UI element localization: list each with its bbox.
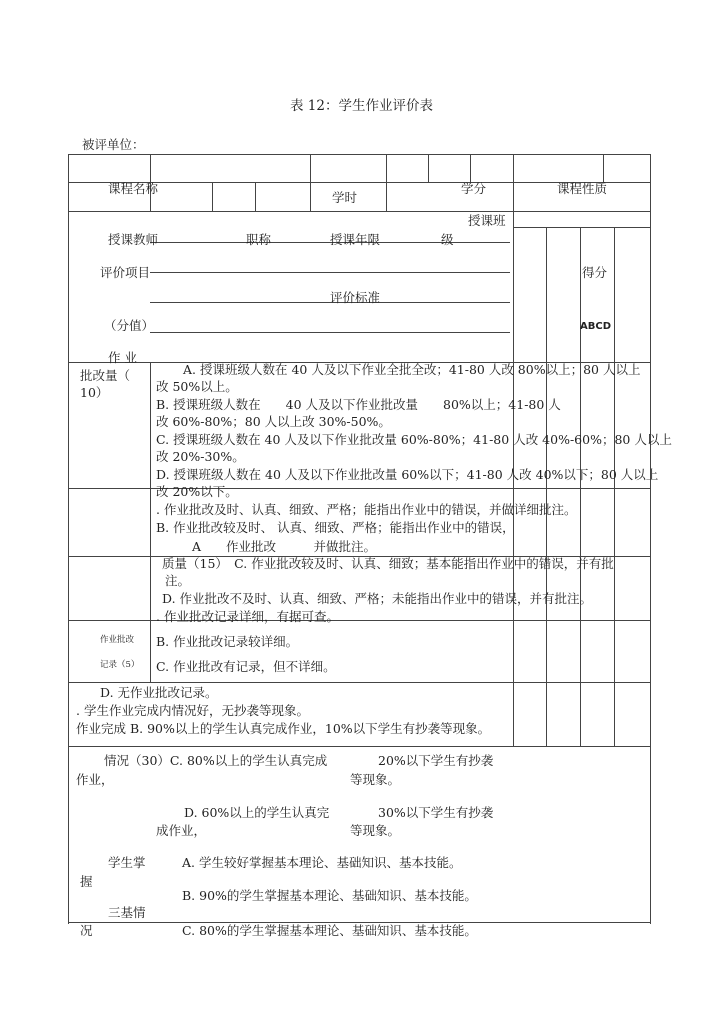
section3-label-b: 记录（5） [100,660,140,670]
section4-line-b: 作业完成 B. 90%以上的学生认真完成作业，10%以下学生有抄袭等现象。 [76,721,491,736]
label-col-line [150,362,151,682]
course-name-label: 课程名称 [108,181,159,196]
section1-line-a2: 改 50%以上。 [156,379,238,394]
row-line [150,272,510,273]
section5-label-c: 三基情 [108,905,146,920]
eval-item-label: 评价项目 [100,265,151,280]
table-border-right [650,154,651,924]
table-border-top [68,154,650,155]
teaching-years-label: 授课年限 [330,232,381,247]
credits-label: 学分 [461,181,487,196]
col-line [470,154,471,182]
section2-line-c1: 质量（15） C. 作业批改较及时、认真、细致；基本能指出作业中的错误，并有批 [162,556,614,571]
section5-line-a: A. 学生较好掌握基本理论、基础知识、基本技能。 [182,855,462,870]
col-line [386,154,387,211]
section5-label-d: 况 [80,923,93,938]
section1-line-b1: B. 授课班级人数在 40 人及以下作业批改量 80%以上；41-80 人 [156,397,561,412]
hours-label: 学时 [332,190,358,205]
score-col-line [580,227,581,746]
section3-label-a: 作业批改 [100,635,135,645]
section3-line-d: D. 无作业批改记录。 [100,685,218,700]
section2-line-a: . 作业批改及时、认真、细致、严格；能指出作业中的错误，并做详细批注。 [156,502,577,517]
page-title: 表 12：学生作业评价表 [290,98,433,114]
col-line [310,154,311,211]
col-line [212,182,213,211]
section1-line-c2: 改 20%-30%。 [156,449,245,464]
section4-line-d3: 成作业， [156,823,207,838]
table-border-left [68,154,69,924]
score-col-line [614,227,615,746]
section1-label-b: 批改量（ [80,368,131,383]
unit-label: 被评单位： [82,137,145,152]
section1-line-a1: A. 授课班级人数在 40 人及以下作业全批全改；41-80 人改 80%以上；80 人以上 [183,362,641,377]
section1-line-c1: C. 授课班级人数在 40 人及以下作业批改量 60%-80%；41-80 人改 40%-60%；80 人以上 [156,432,672,447]
section5-line-c: C. 80%的学生掌握基本理论、基础知识、基本技能。 [182,923,477,938]
section4-line-a: . 学生作业完成内情况好，无抄袭等现象。 [76,703,309,718]
row-line [68,211,650,212]
points-label: （分值） [104,318,155,333]
section2-line-c2: 注。 [165,573,191,588]
section3-line-a: . 作业批改记录详细，有据可查。 [156,609,339,624]
section2-line-a-label: A 作业批改 并做批注。 [192,539,377,554]
section3-line-c: C. 作业批改有记录，但不详细。 [156,659,336,674]
row-line [150,332,510,333]
section1-label-c: 10） [80,385,109,400]
section4-line-c1: 情况（30）C. 80%以上的学生认真完成 [104,753,328,768]
section2-line-d: D. 作业批改不及时、认真、细致、严格；未能指出作业中的错误，并有批注。 [162,591,593,606]
class-grade-label: 级 [441,232,454,247]
section1-line-d1: D. 授课班级人数在 40 人及以下作业批改量 60%以下；41-80 人改 40%以下；80 人以上 [156,467,659,482]
section5-line-b: B. 90%的学生掌握基本理论、基础知识、基本技能。 [182,888,477,903]
section3-line-b: B. 作业批改记录较详细。 [156,634,299,649]
section4-line-d2: 30%以下学生有抄袭 [378,805,494,820]
section1-label-a: 作 业 [108,350,137,365]
section1-line-d2: 改 20%以下。 [156,484,238,499]
col-line [255,182,256,211]
section-line [68,746,650,747]
title-rank-label: 职称 [246,232,272,247]
eval-standard-label: 评价标准 [330,290,381,305]
course-nature-label: 课程性质 [557,181,608,196]
col-line [603,154,604,182]
section4-line-c4: 等现象。 [350,772,401,787]
section1-line-b2: 改 60%-80%；80 人以上改 30%-50%。 [156,414,391,429]
col-line [513,154,514,211]
score-col-line [546,227,547,746]
teaching-class-label: 授课班 [468,213,506,228]
row-line [513,227,650,228]
score-label: 得分 [582,265,608,280]
grades-label: ABCD [580,321,612,332]
section5-label-b: 握 [80,874,93,889]
section4-line-d4: 等现象。 [350,823,401,838]
section-line [68,682,650,683]
teacher-label: 授课教师 [108,232,159,247]
section4-line-d1: D. 60%以上的学生认真完 [184,805,330,820]
section4-line-c3: 作业， [76,772,114,787]
col-line [428,154,429,182]
section2-line-b: B. 作业批改较及时、 认真、细致、严格；能指出作业中的错误， [156,520,515,535]
section5-label-a: 学生掌 [108,855,146,870]
section4-line-c2: 20%以下学生有抄袭 [378,753,494,768]
